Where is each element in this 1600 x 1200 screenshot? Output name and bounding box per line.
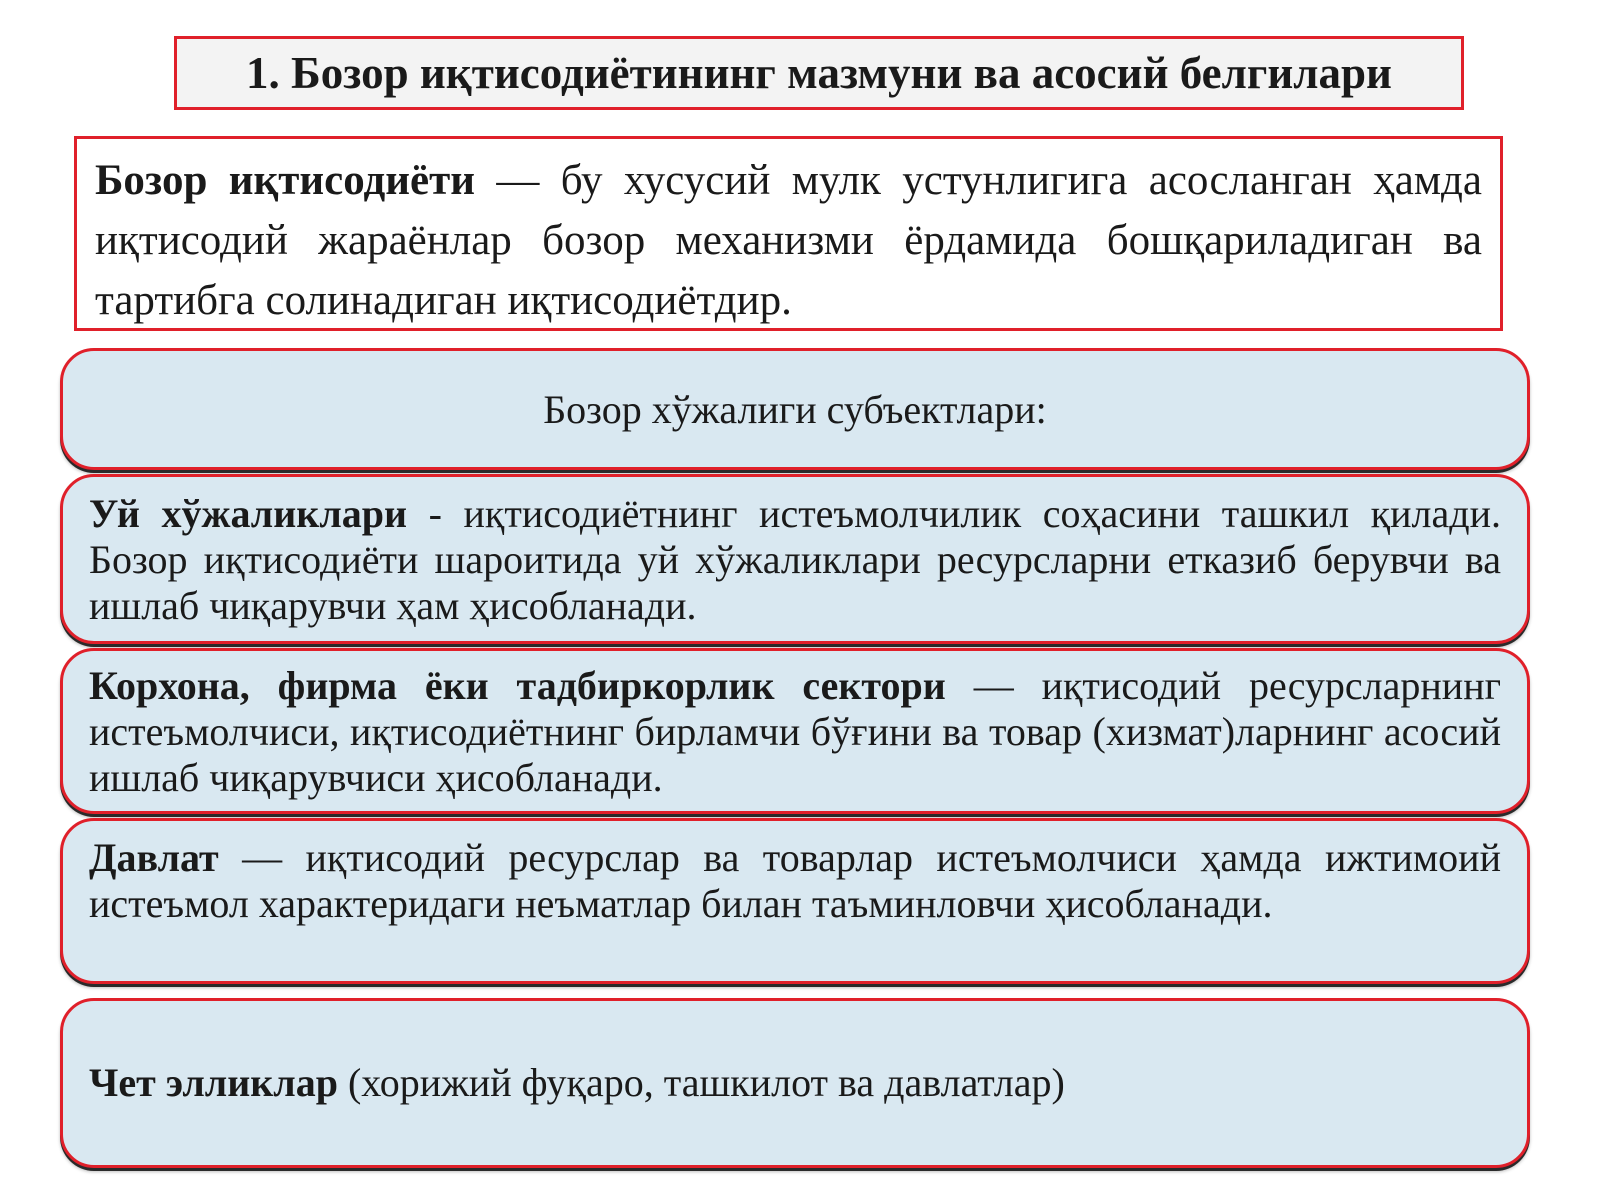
subjects-header-card: [60, 348, 1530, 470]
subjects-header: Бозор хўжалиги субъектлари:: [543, 386, 1047, 432]
definition-term: Бозор иқтисодиёти: [95, 157, 476, 204]
subject-body: - иқтисодиётнинг истеъмолчилик соҳасини ташкил қилади. Бозор иқтисодиёти шароитида уй хўжаликлари ресурсларни етказиб берувчи ва ишлаб чиқарувчи ҳам ҳисобланади.: [89, 491, 1501, 628]
subject-card-households: [60, 474, 1530, 644]
definition-text: [95, 151, 1482, 331]
definition-body: — бу хусусий мулк устунлигига асосланган ҳамда иқтисодий жараёнлар бозор механизми ёрдамида бошқариладиган ва тартибга солинадиган иқтисодиётдир.: [95, 157, 1482, 324]
subject-card-enterprises: [60, 648, 1530, 814]
subject-card-foreigners: [60, 998, 1530, 1168]
subject-term: Чет элликлар: [89, 1060, 338, 1105]
subject-term: Корхона, фирма ёки тадбиркорлик сектори: [89, 663, 946, 708]
subject-text: [89, 491, 1501, 629]
subject-term: Давлат: [89, 835, 219, 880]
subject-card-state: [60, 818, 1530, 984]
subject-term: Уй хўжаликлари: [89, 491, 408, 536]
definition-box: [74, 136, 1503, 331]
subject-body: (хорижий фуқаро, ташкилот ва давлатлар): [337, 1060, 1065, 1105]
subject-body: — иқтисодий ресурсларнинг истеъмолчиси, иқтисодиётнинг бирламчи бўғини ва товар (хизмат)ларнинг асосий ишлаб чиқарувчиси ҳисобланади.: [89, 663, 1502, 800]
subject-body: — иқтисодий ресурслар ва товарлар истеъмолчиси ҳамда ижтимоий истеъмол характеридаги неъматлар билан таъминловчи ҳисобланади.: [89, 835, 1501, 926]
subject-text: [89, 835, 1501, 927]
page-title: 1. Бозор иқтисодиётининг мазмуни ва асосий белгилари: [246, 48, 1392, 98]
subject-text: [89, 1060, 1065, 1106]
title-box: [174, 36, 1464, 110]
subject-text: [89, 663, 1501, 801]
